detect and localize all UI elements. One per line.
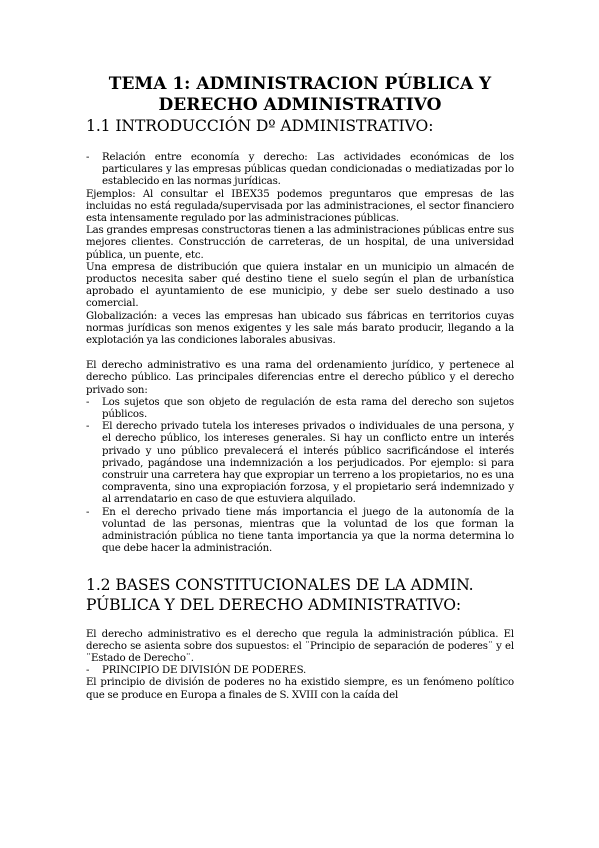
paragraph-rama-derecho: El derecho administrativo es una rama del ordenamiento jurídico, y pertenece al derecho público. Las principales diferencias entre el derecho público y el derecho privado son: (86, 360, 514, 396)
bullet-autonomia (86, 507, 514, 556)
bullet-text: Los sujetos que son objeto de regulación de esta rama del derecho son sujetos públicos. (102, 396, 514, 421)
bullet-dash: - (86, 421, 90, 433)
paragraph-globalizacion: Globalización: a veces las empresas han ubicado sus fábricas en territorios cuyas normas jurídicas son menos exigentes y les sale más barato producir, llegando a la explotación ya las condiciones laborales abusivas. (86, 310, 514, 347)
paragraph-regula-admin: El derecho administrativo es el derecho que regula la administración pública. El derecho se asienta sobre dos supuestos: el ¨Principio de separación de poderes¨ y el ¨Estado de Derecho¨. (86, 628, 514, 664)
section-2-heading (86, 575, 514, 615)
title-line-1: TEMA 1: ADMINISTRACION PÚBLICA Y (108, 74, 492, 94)
bullet-dash: - (86, 396, 90, 408)
bullet-text: PRINCIPIO DE DIVISIÓN DE PODERES. (102, 665, 307, 677)
bullet-intereses (86, 421, 514, 506)
bullet-text: Relación entre economía y derecho: Las actividades económicas de los particulares y las empresas públicas quedan condicionadas o mediatizadas por lo establecido en las normas jurídicas. (102, 152, 514, 188)
section-1-heading: 1.1 INTRODUCCIÓN Dº ADMINISTRATIVO: (86, 117, 434, 135)
bullet-text: El derecho privado tutela los intereses privados o individuales de una persona, y el derecho público, los intereses generales. Si hay un conflicto entre un interés privado y uno público prevalecerá el interés público sacrificándose el interés privado, pagándose una indemnización a los perjudicados. Por ejemplo: si para construir una carretera hay que expropiar un terreno a los propietarios, no es una compraventa, sino una expropiación forzosa, y el propietario será indemnizado y al arrendatario en caso de que estuviera alquilado. (102, 421, 514, 506)
paragraph-almacen: Una empresa de distribución que quiera instalar en un municipio un almacén de productos necesita saber qué destino tiene el suelo según el plan de urbanística aprobado el ayuntamiento de ese municipio, y debe ser suelo destinado a uso comercial. (86, 261, 514, 310)
paragraph-constructoras: Las grandes empresas constructoras tienen a las administraciones públicas entre sus mejores clientes. Construcción de carreteras, de un hospital, de una universidad pública, un puente, etc. (86, 225, 514, 261)
document-title (86, 74, 514, 116)
document-page (86, 74, 514, 702)
paragraph-ejemplos: Ejemplos: Al consultar el IBEX35 podemos preguntaros que empresas de las incluidas no está regulada/supervisada por las administraciones, el sector financiero esta intensamente regulado por las administraciones públicas. (86, 188, 514, 225)
section-2-heading-line-1: 1.2 BASES CONSTITUCIONALES DE LA ADMIN. (86, 575, 474, 594)
bullet-economia-derecho (86, 152, 514, 189)
bullet-principio-division (86, 665, 514, 677)
bullet-text: En el derecho privado tiene más importancia el juego de la autonomía de la voluntad de las personas, mientras que la voluntad de los que forman la administración pública no tiene tanta importancia ya que la norma determina lo que debe hacer la administración. (102, 506, 514, 555)
paragraph-division-poderes: El principio de división de poderes no ha existido siempre, es un fenómeno político que se produce en Europa a finales de S. XVIII con la caída del (86, 677, 514, 701)
section-2-heading-line-2: PÚBLICA Y DEL DERECHO ADMINISTRATIVO: (86, 595, 462, 614)
title-line-2: DERECHO ADMINISTRATIVO (158, 95, 442, 115)
bullet-sujetos (86, 397, 514, 421)
bullet-dash: - (86, 665, 90, 677)
bullet-dash: - (86, 152, 90, 163)
bullet-dash: - (86, 506, 90, 518)
